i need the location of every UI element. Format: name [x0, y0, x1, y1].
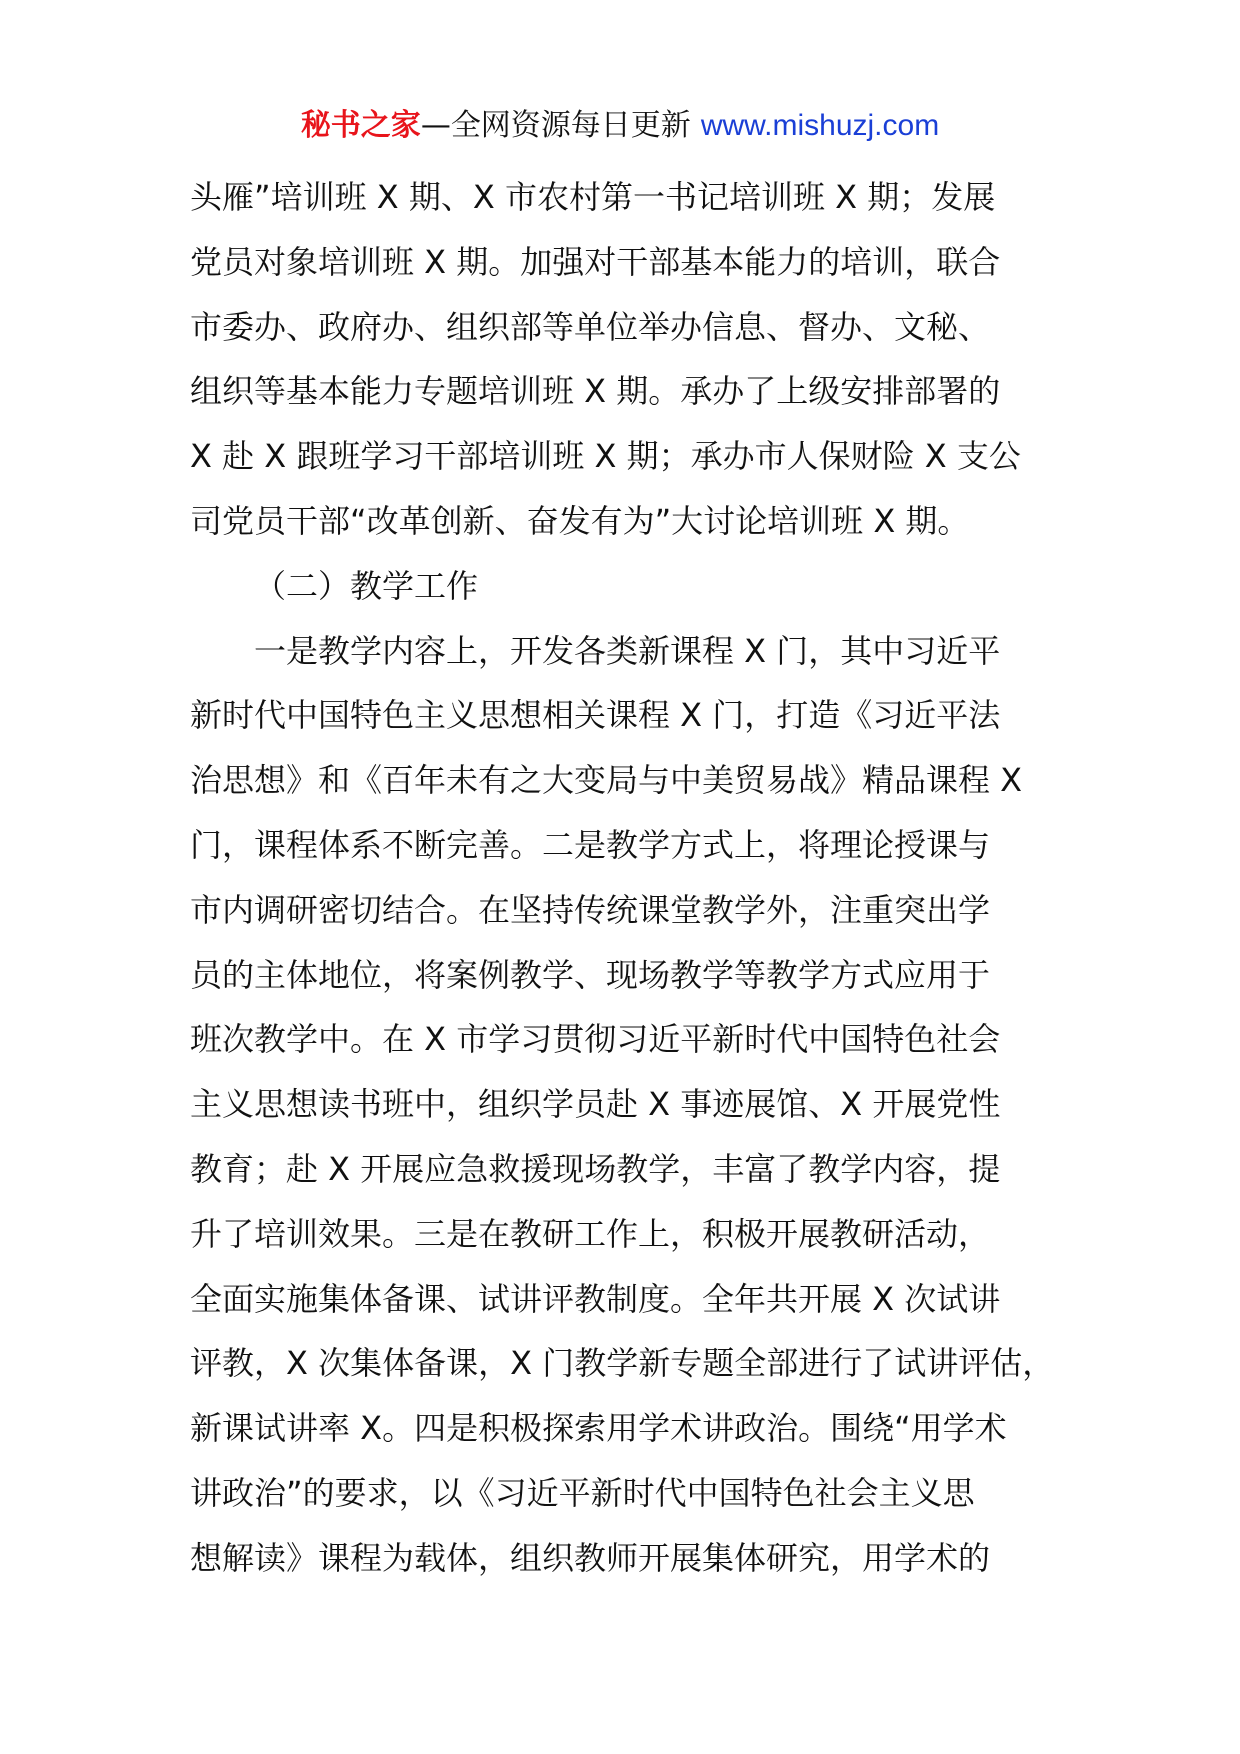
paragraph-line: 组织等基本能力专题培训班 X 期。承办了上级安排部署的	[190, 372, 1001, 411]
paragraph-line: 市委办、政府办、组织部等单位举办信息、督办、文秘、	[190, 307, 991, 346]
paragraph-line: 教育；赴 X 开展应急救援现场教学，丰富了教学内容，提	[190, 1149, 1001, 1188]
document-body	[190, 165, 1090, 1591]
paragraph-line: 班次教学中。在 X 市学习贯彻习近平新时代中国特色社会	[190, 1020, 1001, 1059]
section-heading: （二）教学工作	[254, 566, 479, 605]
paragraph-line: 头雁”培训班 X 期、X 市农村第一书记培训班 X 期；发展	[190, 178, 996, 216]
header-tagline: —全网资源每日更新	[420, 108, 691, 143]
paragraph-line: 讲政治”的要求，以《习近平新时代中国特色社会主义思	[190, 1473, 975, 1512]
paragraph-line: 治思想》和《百年未有之大变局与中美贸易战》精品课程 X	[190, 761, 1023, 800]
paragraph-line: 一是教学内容上，开发各类新课程 X 门，其中习近平	[254, 631, 1001, 670]
brand-name: 秘书之家	[300, 108, 421, 143]
paragraph-line: 司党员干部“改革创新、奋发有为”大讨论培训班 X 期。	[190, 501, 970, 540]
paragraph-line: 升了培训效果。三是在教研工作上，积极开展教研活动，	[190, 1214, 991, 1253]
paragraph-line: 门，课程体系不断完善。二是教学方式上，将理论授课与	[190, 825, 991, 864]
paragraph-line: 党员对象培训班 X 期。加强对干部基本能力的培训，联合	[190, 242, 1001, 281]
paragraph-line: 新课试讲率 X。四是积极探索用学术讲政治。围绕“用学术	[190, 1409, 1007, 1448]
paragraph-line: 想解读》课程为载体，组织教师开展集体研究，用学术的	[190, 1538, 991, 1577]
paragraph-line: 新时代中国特色主义思想相关课程 X 门，打造《习近平法	[190, 696, 1001, 735]
paragraph-line: 员的主体地位，将案例教学、现场教学等教学方式应用于	[190, 955, 991, 994]
site-url-link[interactable]: www.mishuzj.com	[700, 109, 940, 142]
page-header	[0, 104, 1240, 148]
paragraph-line: 评教，X 次集体备课，X 门教学新专题全部进行了试讲评估，	[190, 1344, 1055, 1383]
paragraph-line: 主义思想读书班中，组织学员赴 X 事迹展馆、X 开展党性	[190, 1085, 1001, 1124]
paragraph-line: X 赴 X 跟班学习干部培训班 X 期；承办市人保财险 X 支公	[190, 437, 1021, 476]
paragraph-line: 市内调研密切结合。在坚持传统课堂教学外，注重突出学	[190, 890, 991, 929]
paragraph-line: 全面实施集体备课、试讲评教制度。全年共开展 X 次试讲	[190, 1279, 1001, 1318]
